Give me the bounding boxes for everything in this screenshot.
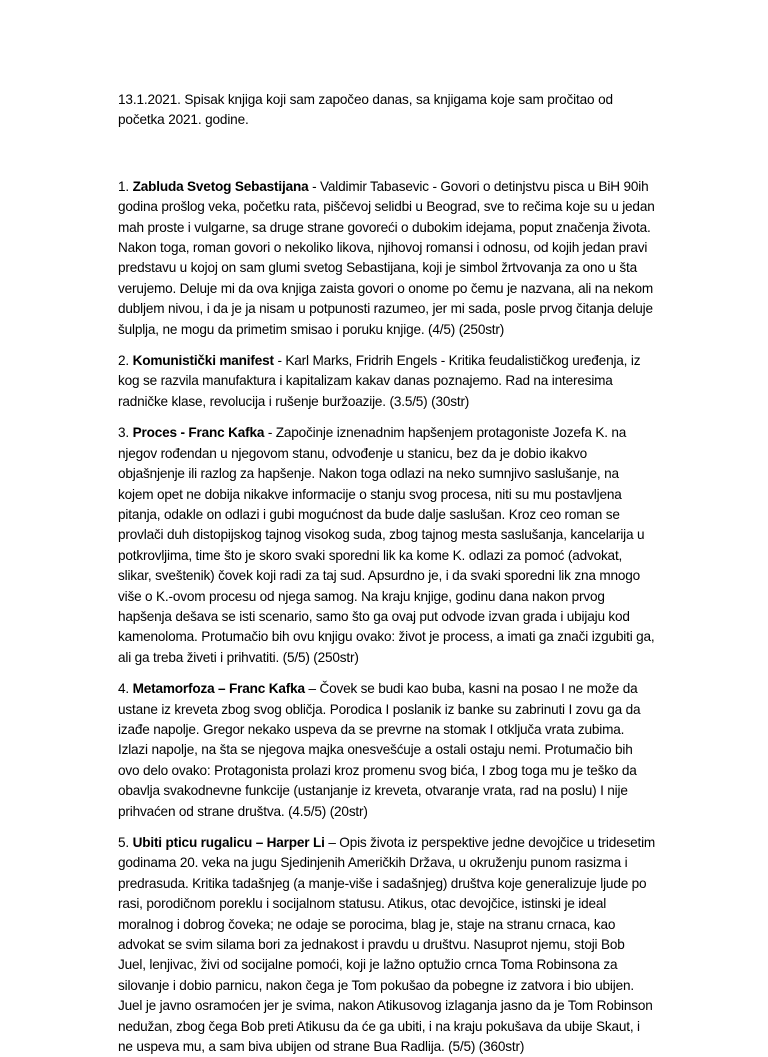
book-title: Zabluda Svetog Sebastijana — [132, 178, 309, 194]
book-description: - Govori o detinjstvu pisca u BiH 90ih godina prošlog veka, početku rata, piščevoj selidbi u Beograd, sve to rečima koje su u jedan mah proste i vulgarne, sa druge strane govoreći o dubokim idejama, poput značenja života. Nakon toga, roman govori o nekoliko likova, njihovoj romansi i odnosu, od kojih jedan pravi predstavu u kojoj on sam glumi svetog Sebastijana, koji je simbol žrtvovanja za ono u šta verujemo. Deluje mi da ova knjiga zaista govori o onome po čemu je nazvana, ali na nekom dubljem nivou, i da je ja nisam u potpunosti razumeo, jer mi sada, posle prvog čitanja deluje šulplja, ne mogu da primetim smisao i poruku knjige. (4/5) (250str) — [118, 178, 655, 337]
entry-number: 3. — [118, 425, 129, 441]
book-description: – Opis života iz perspektive jedne devojčice u tridesetim godinama 20. veka na jugu Sjedinjenih Američkih Država, u okruženju punom rasizma i predrasuda. Kritika tadašnjeg (a manje-više i sadašnjeg) društva koje generalizuje ljude po rasi, porodičnom poreklu i socijalnom statusu. Atikus, otac devojčice, istinski je ideal moralnog i dobrog čoveka; ne odaje se porocima, blag je, staje na stranu crnaca, kao advokat se svim silama bori za jednakost i pravdu u društvu. Nasuprot njemu, stoji Bob Juel, lenjivac, živi od socijalne pomoći, koji je lažno optužio crnca Toma Robinsona za silovanje i dobio parnicu, nakon čega je Tom pokušao da pobegne iz zatvora i bio ubijen. Juel je javno osramoćen jer je svima, nakon Atikusovog izlaganja jasno da je Tom Robinson nedužan, zbog čega Bob preti Atikusu da će ga ubiti, i na kraju pokušava da ubije Skaut, i ne uspeva mu, a sam biva ubijen od strane Bua Radlija. (5/5) (360str) — [118, 835, 656, 1055]
entry-number: 4. — [118, 681, 129, 697]
book-title: Metamorfoza – Franc Kafka — [132, 681, 305, 697]
book-entry-5 — [118, 833, 656, 1057]
book-author: Karl Marks, Fridrih Engels — [285, 353, 438, 369]
book-entry-2 — [118, 351, 656, 412]
book-description: – Čovek se budi kao buba, kasni na posao I ne može da ustane iz kreveta zbog svog obličja. Porodica I poslanik iz banke su zabrinuti I zovu ga da izađe napolje. Gregor nekako uspeva da se prevrne na stomak I otključa vrata zubima. Izlazi napolje, na šta se njegova majka onesvešćuje a ostali ostaju nemi. Protumačio bih ovo delo ovako: Protagonista prolazi kroz promenu svog bića, I zbog toga mu je teško da obavlja svakodnevne funkcije (ustanjanje iz kreveta, otvaranje vrata, rad na poslu) I nije prihvaćen od strane društva. (4.5/5) (20str) — [118, 681, 641, 819]
entry-number: 5. — [118, 835, 129, 850]
book-title: Proces - Franc Kafka — [132, 425, 265, 441]
book-entry-3 — [118, 423, 656, 668]
book-title: Komunistički manifest — [132, 353, 274, 369]
book-entry-4 — [118, 679, 656, 822]
title-separator: - — [308, 178, 321, 194]
book-description: - Kritika feudalističkog uređenja, iz kog se razvila manufaktura i kapitalizam kakav danas poznajemo. Rad na interesima radničke klase, revolucija i rušenje buržoazije. (3.5/5) (30str) — [118, 353, 641, 409]
book-author: Valdimir Tabasevic — [320, 178, 429, 194]
title-separator: - — [273, 353, 286, 369]
entry-number: 2. — [118, 353, 129, 369]
book-description: - Započinje iznenadnim hapšenjem protagoniste Jozefa K. na njegov rođendan u njegovom stanu, odvođenje u stanicu, bez da je dobio ikakvo objašnjenje ili razlog za hapšenje. Nakon toga odlazi na neko sumnjivo saslušanje, na kojem opet ne dobija nikakve informacije o stanju svog procesa, niti su mu postavljena pitanja, odakle on odlazi i gubi mogućnost da bude dalje saslušan. Kroz ceo roman se provlači duh distopijskog tajnog visokog suda, zbog tajnog mesta saslušanja, kancelarija u potkrovljima, time što je skoro svaki sporedni lik ka kome K. odlazi za pomoć (advokat, slikar, sveštenik) čovek koji radi za taj sud. Apsurdno je, i da svaki sporedni lik zna mnogo više o K.-ovom procesu od njega samog. Na kraju knjige, godinu dana nakon prvog hapšenja dešava se isti scenario, samo što ga ovaj put odvode izvan grada i ubijaju kod kamenoloma. Protumačio bih ovu knjigu ovako: život je process, a imati ga znači izgubiti ga, ali ga treba živeti i prihvatiti. (5/5) (250str) — [118, 425, 655, 665]
book-title: Ubiti pticu rugalicu – Harper Li — [132, 835, 325, 850]
book-entry-1 — [118, 177, 656, 340]
document-intro: 13.1.2021. Spisak knjiga koji sam započeo danas, sa knjigama koje sam pročitao od početka 2021. godine. — [118, 92, 613, 128]
entry-number: 1. — [118, 178, 129, 194]
